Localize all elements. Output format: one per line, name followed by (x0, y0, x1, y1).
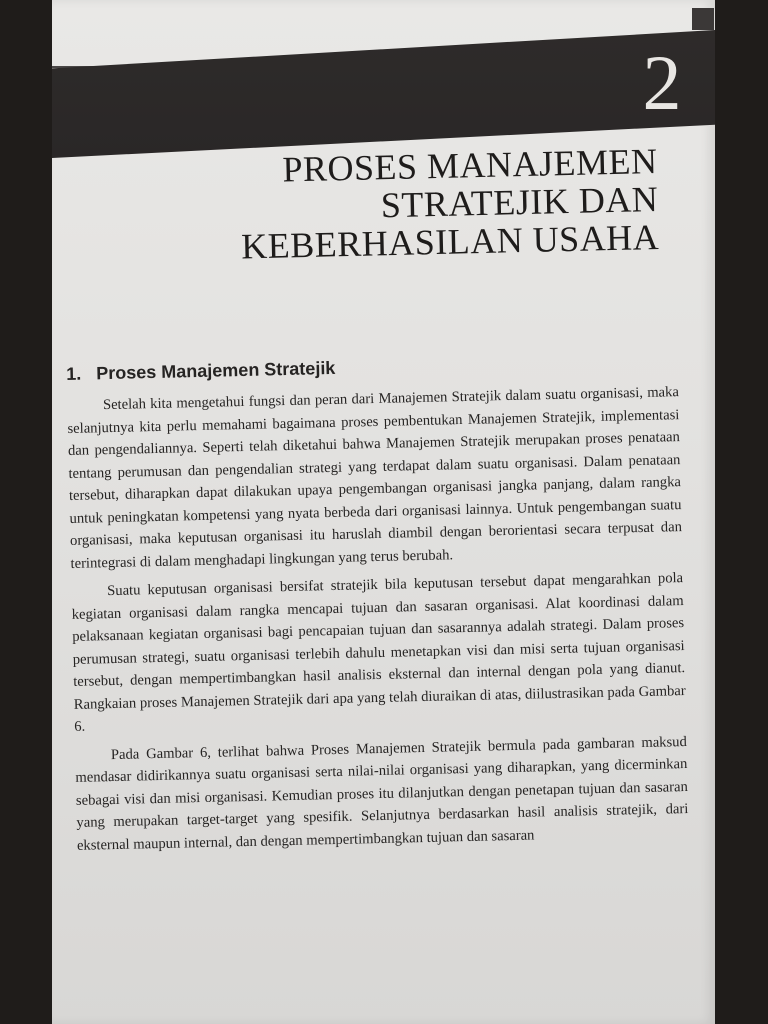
page-corner-mark (692, 8, 714, 30)
paragraph: Pada Gambar 6, terlihat bahwa Proses Manajemen Stratejik bermula pada gambaran maksud mendasar didirikannya suatu organisasi serta nilai-nilai organisasi yang diharapkan, yang dicerminkan sebagai visi dan misi organisasi. Kemudian proses itu dilanjutkan dengan penetapan tujuan dan sasaran yang merupakan target-target yang spesifik. Selanjutnya berdasarkan hasil analisis stratejik, dari eksternal maupun internal, dan dengan mempertimbangkan tujuan dan sasaran (75, 733, 689, 854)
chapter-number: 2 (642, 39, 682, 126)
book-page (52, 0, 715, 1024)
section-number: 1. (66, 363, 82, 384)
section-heading (66, 348, 678, 386)
chapter-title (137, 142, 659, 268)
section-heading-text: Proses Manajemen Stratejik (96, 357, 336, 384)
chapter-title-line: PROSES MANAJEMEN (281, 141, 658, 190)
section-body (66, 348, 689, 863)
chapter-title-line: KEBERHASILAN USAHA (240, 216, 660, 267)
paragraph: Suatu keputusan organisasi bersifat stratejik bila keputusan tersebut dapat mengarahkan pola kegiatan organisasi dalam rangka mencapai tujuan dan sasaran organisasi. Alat koordinasi dalam pelaksanaan kegiatan organisasi bagi pencapaian tujuan dan sasarannya adalah strategi. Dalam proses perumusan strategi, suatu organisasi terlebih dahulu menetapkan visi dan misi serta tujuan organisasi tersebut, dengan mempertimbangkan hasil analisis eksternal dan internal dengan pola yang dianut. Rangkaian proses Manajemen Stratejik dari apa yang telah diuraikan di atas, diilustrasikan pada Gambar 6. (71, 570, 686, 735)
paragraph: Setelah kita mengetahui fungsi dan peran dari Manajemen Stratejik dalam suatu organisasi, maka selanjutnya kita perlu memahami bagaimana proses pembentukan Manajemen Stratejik, implementasi dan pengendaliannya. Seperti telah diketahui bahwa Manajemen Stratejik merupakan proses penataan tentang perumusan dan pengendalian strategi yang terdapat dalam suatu organisasi. Dalam penataan tersebut, diharapkan dapat dilakukan upaya pengembangan organisasi jangka panjang, dalam rangka untuk peningkatan kompetensi yang nyata berbeda dari organisasi lainnya. Untuk pengembangan suatu organisasi, maka keputusan organisasi itu haruslah diambil dengan berorientasi secara terpusat dan terintegrasi di dalam menghadapi lingkungan yang terus berubah. (67, 384, 683, 572)
chapter-title-line: STRATEJIK DAN (380, 178, 659, 226)
